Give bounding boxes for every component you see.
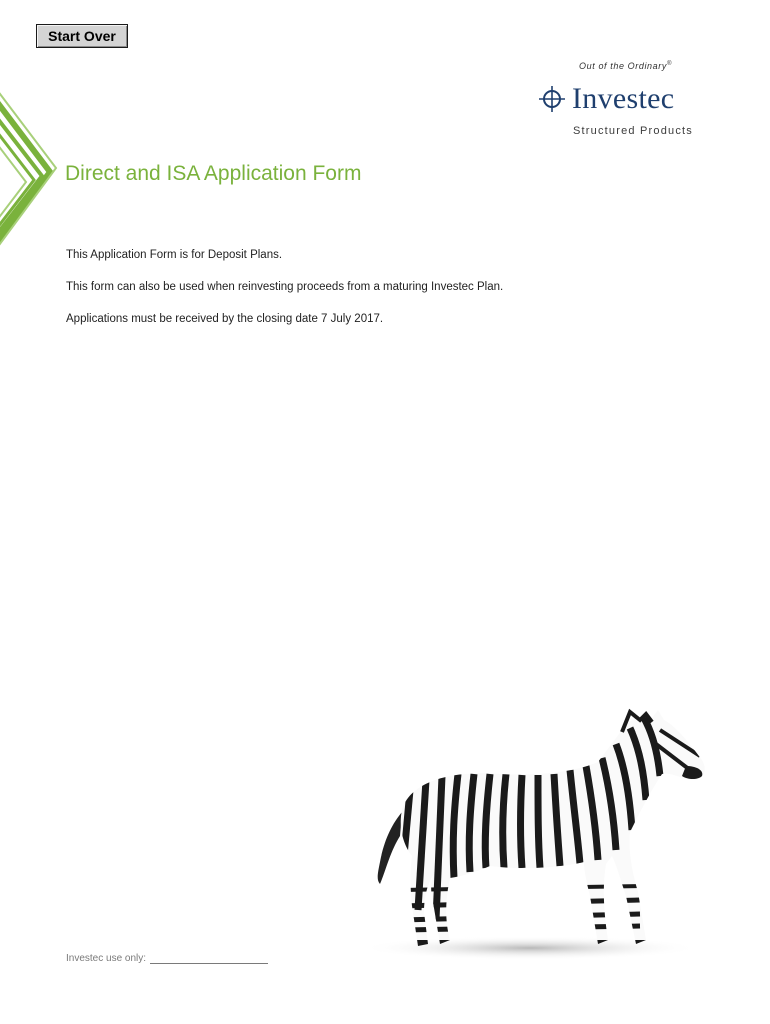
crosshair-globe-icon — [539, 86, 565, 112]
brand-subtitle: Structured Products — [573, 125, 694, 137]
office-use-line — [150, 953, 268, 964]
green-stripes-decoration — [0, 92, 60, 262]
brand-tagline: Out of the Ordinary® — [579, 61, 672, 71]
intro-paragraph: This Application Form is for Deposit Plans. — [66, 249, 283, 261]
office-use-label: Investec use only: — [66, 953, 147, 964]
office-use-field — [66, 953, 268, 964]
form-title: Direct and ISA Application Form — [65, 162, 362, 185]
start-over-button[interactable]: Start Over — [36, 24, 128, 48]
reinvest-paragraph: This form can also be used when reinvesting proceeds from a maturing Investec Plan. — [66, 281, 504, 293]
brand-name: Investec — [572, 82, 675, 115]
investec-logo — [539, 84, 674, 114]
zebra-illustration — [340, 700, 720, 970]
closing-date-paragraph: Applications must be received by the closing date 7 July 2017. — [66, 313, 384, 325]
